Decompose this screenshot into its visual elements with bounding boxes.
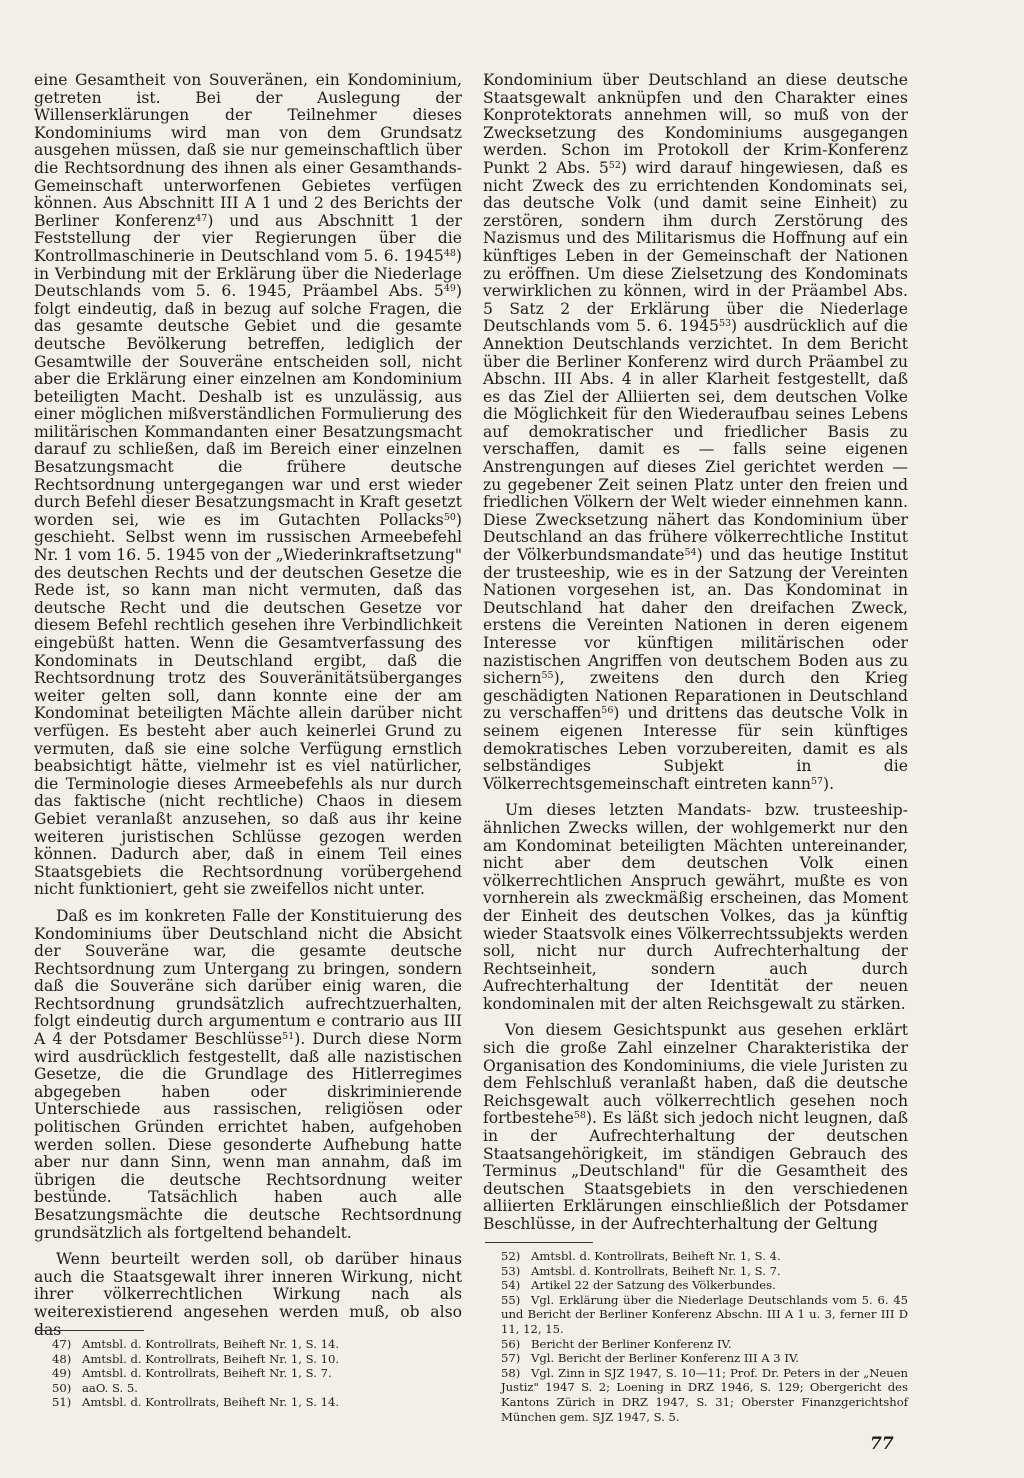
footnote-ref: 56 bbox=[601, 705, 614, 717]
paragraph: eine Gesamtheit von Souveränen, ein Kondominium, getreten ist. Bei der Auslegung der Willenserklärungen der Teilnehmer dieses Kondominiums wird man von dem Grundsatz ausgehen müssen, daß sie nur gemeinschaftlich über die Rechtsordnung des ihnen als einer Gesamthands-Gemeinschaft unterworfenen Gebietes verfügen können. Aus Abschnitt III A 1 und 2 des Berichts der Berliner Konferenz$^{47}$) und aus Abschnitt 1 der Feststellung der vier Regierungen über die Kontrollmaschinerie in Deutschland vom 5. 6. 1945$^{48}$) in Verbindung mit der Erklärung über die Niederlage Deutschlands vom 5. 6. 1945, Präambel Abs. $5^{49}$) folgt eindeutig, daß in bezug auf solche Fragen, die das gesamte deutsche Gebiet und die gesamte deutsche Bevölkerung betreffen, lediglich der Gesamtwille der Souveräne entscheiden soll, nicht aber die Erklärung einer einzelnen am Kondominium beteiligten Macht. Deshalb ist es unzulässig, aus einer möglichen mißverständlichen Formulierung des militärischen Kommandanten einer Besatzungsmacht darauf zu schließen, daß im Bereich einer einzelnen Besatzungsmacht die frühere deutsche Rechtsordnung untergegangen war und erst wieder durch Befehl dieser Besatzungsmacht in Kraft gesetzt worden sei, wie es im Gutachten Pollacks$^{50}$) geschieht. Selbst wenn im russischen Armeebefehl Nr. 1 vom 16. 5. 1945 von der „Wiederinkraftsetzung" des deutschen Rechts und der deutschen Gesetze die Rede ist, so kann man nicht vermuten, daß das deutsche Recht und die deutschen Gesetze vor diesem Befehl rechtlich gesehen ihre Verbindlichkeit eingebüßt hatten. Wenn die Gesamtverfassung des Kondominats in Deutschland ergibt, daß die Rechtsordnung trotz des Souveränitätsüberganges weiter gelten soll, dann konnte eine der am Kondominat beteiligten Mächte allein darüber nicht verfügen. Es besteht aber auch keinerlei Grund zu vermuten, daß sie eine solche Verfügung ernstlich beabsichtigt hätte, vielmehr ist es viel natürlicher, die Terminologie dieses Armeebefehls als nur durch das faktische (nicht rechtliche) Chaos in diesem Gebiet veranlaßt anzusehen, so daß aus ihr keine weiteren juristischen Schlüsse gezogen werden können. Dadurch aber, daß in einem Teil eines Staatsgebiets die Rechtsordnung vorübergehend nicht funktioniert, geht sie zweifellos nicht unter. bbox=[34, 71, 462, 899]
footnote: 57) Vgl. Bericht der Berliner Konferenz III A 3 IV. bbox=[501, 1351, 799, 1366]
footnote-ref: 57 bbox=[810, 775, 824, 787]
footnote-ref: 48 bbox=[443, 247, 456, 259]
footnote-ref: 53 bbox=[718, 318, 732, 330]
footnote-ref: 49 bbox=[443, 283, 456, 295]
paragraph: Wenn beurteilt werden soll, ob darüber hinaus auch die Staatsgewalt ihrer inneren Wirkung, nicht ihrer völkerrechtlichen Wirkung nach als weiterexistierend angesehen werden muß, ob also das bbox=[34, 1250, 462, 1339]
paragraph: Um dieses letzten Mandats- bzw. trusteeship-ähnlichen Zwecks willen, der wohlgemerkt nur den am Kondominat beteiligten Mächten untereinander, nicht aber dem deutschen Volk einen völkerrechtlichen Anspruch gewährt, mußte es von vornherein als zweckmäßig erscheinen, das Moment der Einheit des deutschen Volkes, das ja künftig wieder Staatsvolk eines Völkerrechtssubjekts werden soll, nicht nur durch Aufrechterhaltung der Rechtseinheit, sondern auch durch Aufrechterhaltung der Identität der neuen kondominalen mit der alten Reichsgewalt zu stärken. bbox=[483, 801, 908, 1013]
footnote-divider bbox=[485, 1242, 593, 1243]
left-text-column bbox=[34, 72, 462, 1348]
footnote: 55) Vgl. Erklärung über die Niederlage Deutschlands vom 5. 6. 45 und Bericht der Berliner Konferenz Abschn. III A 1 u. 3, ferner III D 11, 12, 15. bbox=[501, 1292, 908, 1336]
footnote: 58) Vgl. Zinn in SJZ 1947, S. 10—11; Prof. Dr. Peters in der „Neuen Justiz" 1947 S. 2; Loening in DRZ 1946, S. 129; Obergericht des Kantons Zürich in DRZ 1947, S. 31; Oberster Finanzgerichtshof München gem. SJZ 1947, S. 5. bbox=[501, 1365, 908, 1424]
footnote-ref: 52 bbox=[608, 159, 621, 171]
footnote: 48) Amtsbl. d. Kontrollrats, Beiheft Nr. 1, S. 10. bbox=[52, 1351, 340, 1366]
footnote: 49) Amtsbl. d. Kontrollrats, Beiheft Nr. 1, S. 7. bbox=[52, 1366, 332, 1381]
page-number: 77 bbox=[870, 1434, 894, 1454]
footnotes-right bbox=[485, 1242, 908, 1424]
footnote-ref: 55 bbox=[541, 670, 554, 682]
footnote: 53) Amtsbl. d. Kontrollrats, Beiheft Nr. 1, S. 7. bbox=[501, 1263, 781, 1278]
footnote: 47) Amtsbl. d. Kontrollrats, Beiheft Nr. 1, S. 14. bbox=[52, 1337, 340, 1351]
footnote: 52) Amtsbl. d. Kontrollrats, Beiheft Nr. 1, S. 4. bbox=[501, 1249, 781, 1263]
footnote: 51) Amtsbl. d. Kontrollrats, Beiheft Nr. 1, S. 14. bbox=[52, 1395, 340, 1410]
footnote: 56) Bericht der Berliner Konferenz IV. bbox=[501, 1336, 732, 1351]
footnote-ref: 54 bbox=[684, 547, 697, 559]
footnote-ref: 50 bbox=[443, 511, 456, 523]
footnote-ref: 58 bbox=[573, 1110, 586, 1122]
footnote: 50) aaO. S. 5. bbox=[52, 1380, 138, 1395]
paragraph: Daß es im konkreten Falle der Konstituierung des Kondominiums über Deutschland nicht die Absicht der Souveräne war, die gesamte deutsche Rechtsordnung zum Untergang zu bringen, sondern daß die Souveräne sich darüber einig waren, die Rechtsordnung grundsätzlich aufrechtzuerhalten, folgt eindeutig durch argumentum e contrario aus III A 4 der Potsdamer Beschlüsse$^{51}$). Durch diese Norm wird ausdrücklich festgestellt, daß alle nazistischen Gesetze, die die Grundlage des Hitlerregimes abgegeben haben oder diskriminierende Unterschiede aus rassischen, religiösen oder politischen Gründen errichtet haben, aufgehoben werden sollen. Diese gesonderte Aufhebung hatte aber nur dann Sinn, wenn man annahm, daß im übrigen die deutsche Rechtsordnung weiter bestünde. Tatsächlich haben auch alle Besatzungsmächte die deutsche Rechtsordnung grundsätzlich als fortgeltend behandelt. bbox=[34, 906, 463, 1242]
footnote-divider bbox=[36, 1330, 144, 1331]
paragraph: Von diesem Gesichtspunkt aus gesehen erklärt sich die große Zahl einzelner Charakteristika der Organisation des Kondominiums, die viele Juristen zu dem Fehlschluß veranlaßt haben, daß die deutsche Reichsgewalt auch völkerrechtlich gesehen noch fortbestehe$^{58}$). Es läßt sich jedoch nicht leugnen, daß in der Aufrechterhaltung der deutschen Staatsangehörigkeit, im ständigen Gebrauch des Terminus „Deutschland" für die Gesamtheit des deutschen Staatsgebiets in den verschiedenen alliierten Erklärungen einschließlich der Potsdamer Beschlüsse, in der Aufrechterhaltung der Geltung bbox=[483, 1021, 908, 1233]
paragraph: Kondominium über Deutschland an diese deutsche Staatsgewalt anknüpfen und den Charakter eines Konprotektorats annehmen will, so muß von der Zwecksetzung des Kondominiums ausgegangen werden. Schon im Protokoll der Krim-Konferenz Punkt 2 Abs. $5^{52}$) wird darauf hingewiesen, daß es nicht Zweck des zu errichtenden Kondominats sei, das deutsche Volk (und damit seine Einheit) zu zerstören, sondern ihm durch Zerstörung des Nazismus und des Militarismus die Hoffnung auf ein künftiges Leben in der Gemeinschaft der Nationen zu eröffnen. Um diese Zielsetzung des Kondominats verwirklichen zu können, wird in der Präambel Abs. 5 Satz 2 der Erklärung über die Niederlage Deutschlands vom 5. 6. 1945$^{53}$) ausdrücklich auf die Annektion Deutschlands verzichtet. In dem Bericht über die Berliner Konferenz wird durch Präambel zu Abschn. III Abs. 4 in aller Klarheit festgestellt, daß es das Ziel der Alliierten sei, dem deutschen Volke die Möglichkeit für den Wiederaufbau seines Lebens auf demokratischer und friedlicher Basis zu verschaffen, damit es — falls seine eigenen Anstrengungen auf dieses Ziel gerichtet werden — zu gegebener Zeit seinen Platz unter den freien und friedlichen Völkern der Welt wieder einnehmen kann. Diese Zwecksetzung nähert das Kondominium über Deutschland an das frühere völkerrechtliche Institut der Völkerbundsmandate$^{54}$) und das heutige Institut der trusteeship, wie es in der Satzung der Vereinten Nationen vorgesehen ist, an. Das Kondominat in Deutschland hat daher den dreifachen Zweck, erstens die Vereinten Nationen in deren eigenem Interesse vor künftigen militärischen oder nazistischen Angriffen von deutschem Boden aus zu sichern$^{55}$), zweitens den durch den Krieg geschädigten Nationen Reparationen in Deutschland zu verschaffen$^{56}$) und drittens das deutsche Volk in seinem eigenen Interesse für sein künftiges demokratisches Leben vorzubereiten, damit es als selbständiges Subjekt in die Völkerrechtsgemeinschaft eintreten kann$^{57}$). bbox=[483, 71, 908, 793]
footnotes-left bbox=[36, 1330, 462, 1410]
right-text-column bbox=[483, 72, 908, 1243]
footnote: 54) Artikel 22 der Satzung des Völkerbundes. bbox=[501, 1278, 776, 1293]
footnote-ref: 51 bbox=[282, 1031, 295, 1043]
footnote-ref: 47 bbox=[195, 212, 208, 224]
